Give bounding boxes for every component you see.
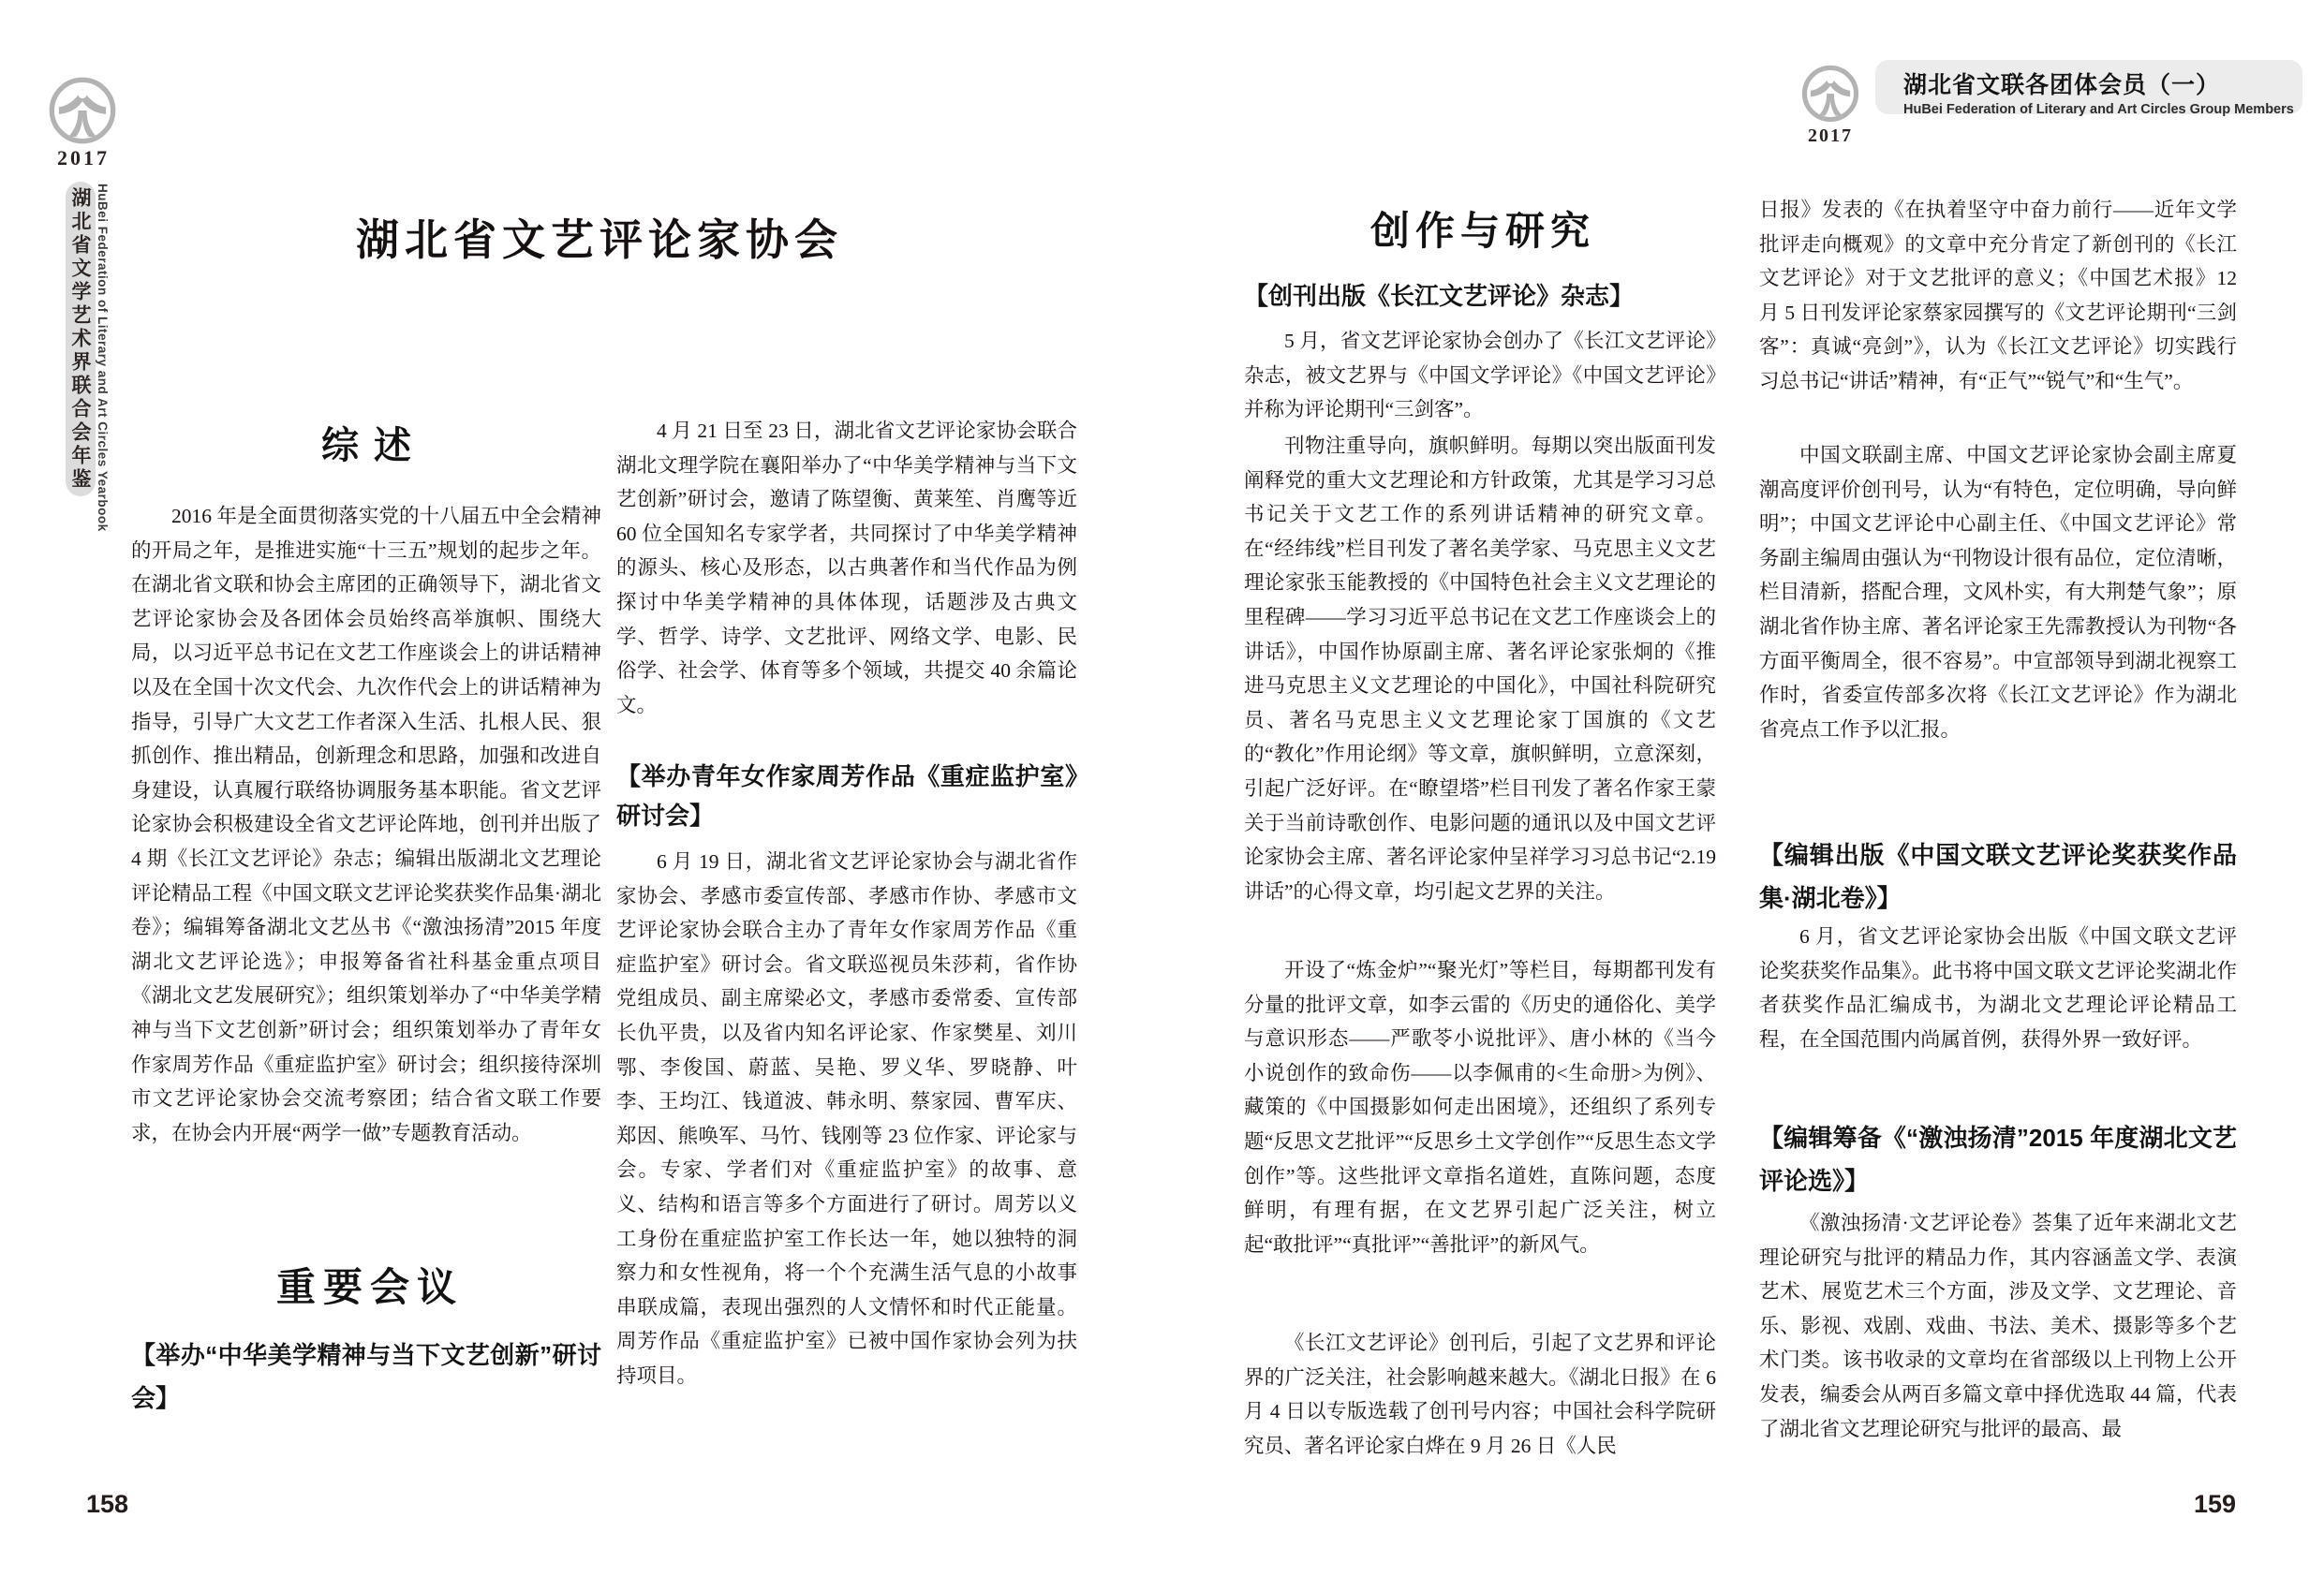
spine-title-chinese: 湖北省文学艺术界联合会年鉴 — [69, 186, 92, 492]
meeting2-paragraph: 6 月 19 日，湖北省文艺评论家协会与湖北省作家协会、孝感市委宣传部、孝感市作协、孝感市文艺评论家协会联合主办了青年女作家周芳作品《重症监护室》研讨会。省文联巡视员朱莎莉，省作协党组成员、副主席梁必文，孝感市委常委、宣传部长仇平贵，以及省内知名评论家、作家樊星、刘川鄂、李俊国、蔚蓝、吴艳、罗义华、罗晓静、叶李、王均江、钱道波、韩永明、蔡家园、曹军庆、郑因、熊唤军、马竹、钱刚等 23 位作家、评论家与会。专家、学者们对《重症监护室》的故事、意义、结构和语言等多个方面进行了研讨。周芳以义工身份在重症监护室工作长达一年，她以独特的洞察力和女性视角，将一个个充满生活气息的小故事串联成篇，表现出强烈的人文情怀和时代正能量。周芳作品《重症监护室》已被中国作家协会列为扶持项目。 — [616, 850, 1077, 1387]
spine-title-english: HuBei Federation of Literary and Art Circles Yearbook — [96, 184, 110, 532]
journal-paragraph-1: 5 月，省文艺评论家协会创办了《长江文艺评论》杂志，被文艺界与《中国文学评论》《中国文艺评论》并称为评论期刊“三剑客”。 — [1244, 330, 1716, 421]
meeting1-paragraph: 4 月 21 日至 23 日，湖北省文艺评论家协会联合湖北文理学院在襄阳举办了“中华美学精神与当下文艺创新”研讨会，邀请了陈望衡、黄莱笙、肖鹰等近 60 位全国知名专家学者，共同探讨了中华美学精神的源头、核心及形态，以古典著作和当代作品为例探讨中华美学精神的具体体现，话题涉及古典文学、哲学、诗学、文艺批评、网络文学、电影、民俗学、社会学、体育等多个领域，共提交 40 余篇论文。 — [616, 420, 1077, 716]
overview-paragraph: 2016 年是全面贯彻落实党的十八届五中全会精神的开局之年，是推进实施“十三五”规划的起步之年。在湖北省文联和协会主席团的正确领导下，湖北省文艺评论家协会及各团体会员始终高举旗帜、围绕大局，以习近平总书记在文艺工作座谈会上的讲话精神以及在全国十次文代会、九次作代会上的讲话精神为指导，引导广大文艺工作者深入生活、扎根人民、狠抓创作、推出精品，创新理念和思路，加强和改进自身建设，认真履行联络协调服务基本职能。省文艺评论家协会积极建设全省文艺评论阵地，创刊并出版了 4 期《长江文艺评论》杂志；编辑出版湖北文艺理论评论精品工程《中国文联文艺评论奖获奖作品集·湖北卷》；编辑筹备湖北文艺丛书《“激浊扬清”2015 年度湖北文艺评论选》；申报筹备省社科基金重点项目《湖北文艺发展研究》；组织策划举办了“中华美学精神与当下文艺创新”研讨会；组织策划举办了青年女作家周芳作品《重症监护室》研讨会；组织接待深圳市文艺评论家协会交流考察团；结合省文联工作要求，在协会内开展“两学一做”专题教育活动。 — [131, 505, 601, 1144]
section-heading-meetings: 重要会议 — [275, 1265, 464, 1309]
subheading-meeting2: 【举办青年女作家周芳作品《重症监护室》研讨会】 — [616, 762, 1077, 830]
spine-year: 2017 — [57, 146, 110, 169]
chapter-title-english: HuBei Federation of Literary and Art Circles Group Members — [1903, 102, 2294, 117]
journal-paragraph-4: 《长江文艺评论》创刊后，引起了文艺界和评论界的广泛关注，社会影响越来越大。《湖北日报》在 6 月 4 日以专版选载了创刊号内容；中国社会科学院研究员、著名评论家白烨在 9 月 26 日《人民 — [1244, 1332, 1716, 1457]
section-heading-research: 创作与研究 — [1369, 209, 1595, 253]
article-title: 湖北省文艺评论家协会 — [356, 216, 843, 264]
page-number-right: 159 — [2194, 1490, 2237, 1518]
chapter-title-chinese: 湖北省文联各团体会员（一） — [1903, 72, 2221, 98]
subheading-journal-launch: 【创刊出版《长江文艺评论》杂志】 — [1244, 282, 1635, 310]
chapter-title-box — [1875, 60, 2302, 117]
spine-title-strip — [66, 182, 96, 496]
anthology-paragraph: 《激浊扬清·文艺评论卷》荟集了近年来湖北文艺理论研究与批评的精品力作，其内容涵盖文学、表演艺术、展览艺术三个方面，涉及文学、文艺理论、音乐、影视、戏剧、戏曲、书法、美术、摄影等多个艺术门类。该书收录的文章均在省部级以上刊物上公开发表，编委会从两百多篇文章中择优选取 44 篇，代表了湖北省文艺理论研究与批评的最高、最 — [1759, 1212, 2237, 1440]
journal-paragraph-6: 中国文联副主席、中国文艺评论家协会副主席夏潮高度评价创刊号，认为“有特色，定位明确，导向鲜明”；中国文艺评论中心副主任、《中国文艺评论》常务副主编周由强认为“刊物设计很有品位，定位清晰，栏目清新，搭配合理，文风朴实，有大荆楚气象”；原湖北省作协主席、著名评论家王先霈教授认为刊物“各方面平衡周全，很不容易”。中宣部领导到湖北视察工作时，省委宣传部多次将《长江文艺评论》作为湖北省亮点工作予以汇报。 — [1759, 444, 2237, 741]
journal-paragraph-2: 刊物注重导向，旗帜鲜明。每期以突出版面刊发阐释党的重大文艺理论和方针政策，尤其是学习习总书记关于文艺工作的系列讲话精神的研究文章。在“经纬线”栏目刊发了著名美学家、马克思主义文艺理论家张玉能教授的《中国特色社会主义文艺理论的里程碑——学习习近平总书记在文艺工作座谈会上的讲话》，中国作协原副主席、著名评论家张炯的《推进马克思主义文艺理论的中国化》，中国社科院研究员、著名马克思主义文艺理论家丁国旗的《文艺的“教化”作用论纲》等文章，旗帜鲜明，立意深刻，引起广泛好评。在“瞭望塔”栏目刊发了著名作家王蒙关于当前诗歌创作、电影问题的通讯以及中国文艺评论家协会主席、著名评论家仲呈祥学习习总书记“2.19 讲话”的心得文章，均引起文艺界的关注。 — [1244, 435, 1716, 903]
section-heading-overview: 综述 — [321, 425, 426, 466]
chapter-emblem-icon — [1800, 64, 1860, 124]
subheading-anthology: 【编辑筹备《“激浊扬清”2015 年度湖北文艺评论选》】 — [1759, 1124, 2237, 1195]
page-number-left: 158 — [86, 1490, 129, 1518]
federation-emblem-icon — [47, 75, 118, 146]
journal-paragraph-3: 开设了“炼金炉”“聚光灯”等栏目，每期都刊发有分量的批评文章，如李云雷的《历史的通俗化、美学与意识形态——严歌苓小说批评》、唐小林的《当今小说创作的致命伤——以李佩甫的<生命册>为例》、藏策的《中国摄影如何走出困境》，还组织了系列专题“反思文艺批评”“反思乡土文学创作”“反思生态文学创作”等。这些批评文章指名道姓，直陈问题，态度鲜明，有理有据，在文艺界引起广泛关注，树立起“敢批评”“真批评”“善批评”的新风气。 — [1244, 959, 1716, 1256]
subheading-meeting1: 【举办“中华美学精神与当下文艺创新”研讨会】 — [131, 1341, 601, 1412]
awards-paragraph: 6 月，省文艺评论家协会出版《中国文联文艺评论奖获奖作品集》。此书将中国文联文艺评论奖湖北作者获奖作品汇编成书，为湖北文艺理论评论精品工程，在全国范围内尚属首例，获得外界一致好评。 — [1759, 925, 2237, 1051]
journal-paragraph-5: 日报》发表的《在执着坚守中奋力前行——近年文学批评走向概观》的文章中充分肯定了新创刊的《长江文艺评论》对于文艺批评的意义；《中国艺术报》12 月 5 日刊发评论家蔡家园撰写的《文艺评论期刊“三剑客”：真诚“亮剑”》，认为《长江文艺评论》切实践行习总书记“讲话”精神，有“正气”“锐气”和“生气”。 — [1759, 199, 2237, 392]
chapter-year: 2017 — [1808, 125, 1853, 146]
subheading-awards-collection: 【编辑出版《中国文联文艺评论奖获奖作品集·湖北卷》】 — [1759, 841, 2237, 912]
